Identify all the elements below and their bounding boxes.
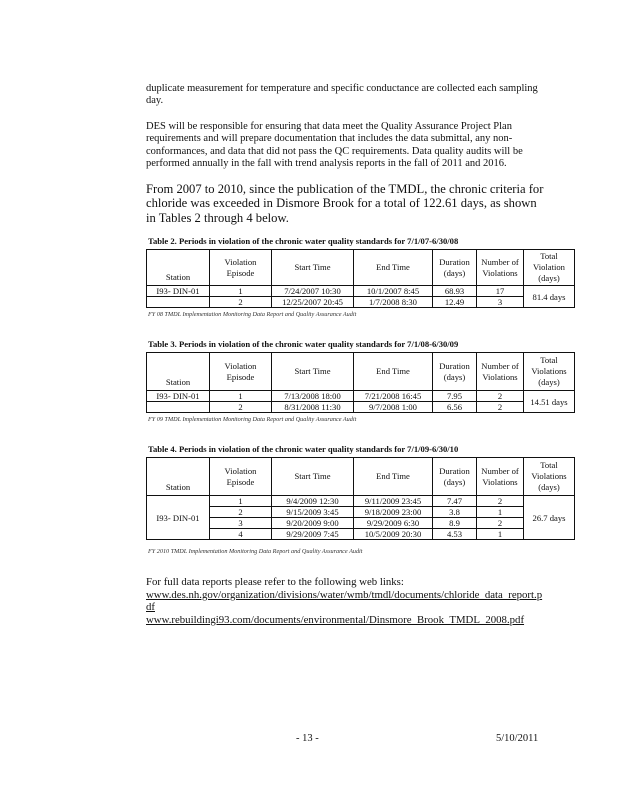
episode-cell: 4: [210, 529, 272, 540]
episode-cell: 1: [210, 286, 272, 297]
intro-paragraph-1: duplicate measurement for temperature and specific conductance are collected each sampling day.: [146, 83, 538, 107]
station-cell: I93- DIN-01: [147, 286, 210, 297]
header-count: Number of Violations: [477, 458, 524, 496]
end-cell: 9/29/2009 6:30: [354, 518, 433, 529]
start-cell: 7/24/2007 10:30: [272, 286, 354, 297]
table-row: [147, 496, 575, 507]
count-cell: 2: [477, 518, 524, 529]
table-row: [147, 529, 575, 540]
table-2: [146, 249, 575, 308]
header-station: Station: [147, 353, 210, 391]
start-cell: 7/13/2008 18:00: [272, 391, 354, 402]
table-2-caption: Table 2. Periods in violation of the chronic water quality standards for 7/1/07-6/30/08: [148, 236, 459, 246]
table-row: [147, 391, 575, 402]
start-cell: 8/31/2008 11:30: [272, 402, 354, 413]
header-duration: Duration (days): [433, 353, 477, 391]
header-station: Station: [147, 250, 210, 286]
station-cell: I93- DIN-01: [147, 496, 210, 540]
episode-cell: 3: [210, 518, 272, 529]
start-cell: 12/25/2007 20:45: [272, 297, 354, 308]
header-start: Start Time: [272, 458, 354, 496]
header-total: Total Violation (days): [524, 250, 575, 286]
end-cell: 1/7/2008 8:30: [354, 297, 433, 308]
table-3-source: FY 09 TMDL Implementation Monitoring Data Report and Quality Assurance Audit: [148, 416, 357, 423]
intro-paragraph-3: From 2007 to 2010, since the publication of the TMDL, the chronic criteria for chloride was exceeded in Dismore Brook for a total of 122.61 days, as shown in Tables 2 through 4 below.: [146, 182, 544, 225]
page-number: - 13 -: [296, 733, 319, 744]
start-cell: 9/20/2009 9:00: [272, 518, 354, 529]
total-cell: 26.7 days: [524, 496, 575, 540]
dinsmore-tmdl-link[interactable]: www.rebuildingi93.com/documents/environmental/Dinsmore_Brook_TMDL_2008.pdf: [146, 613, 525, 626]
episode-cell: 2: [210, 297, 272, 308]
table-row: [147, 518, 575, 529]
header-episode: Violation Episode: [210, 250, 272, 286]
end-cell: 9/11/2009 23:45: [354, 496, 433, 507]
header-total: Total Violations (days): [524, 353, 575, 391]
header-count: Number of Violations: [477, 250, 524, 286]
table-3: [146, 352, 575, 413]
count-cell: 2: [477, 391, 524, 402]
empty-station-cell: [147, 297, 210, 308]
end-cell: 9/18/2009 23:00: [354, 507, 433, 518]
duration-cell: 68.93: [433, 286, 477, 297]
header-start: Start Time: [272, 250, 354, 286]
start-cell: 9/4/2009 12:30: [272, 496, 354, 507]
header-station: Station: [147, 458, 210, 496]
empty-station-cell: [147, 402, 210, 413]
links-intro: For full data reports please refer to the following web links:: [146, 576, 404, 588]
table-row: [147, 286, 575, 297]
header-duration: Duration (days): [433, 250, 477, 286]
table-row: [147, 402, 575, 413]
total-cell: 81.4 days: [524, 286, 575, 308]
chloride-report-link[interactable]: www.des.nh.gov/organization/divisions/water/wmb/tmdl/documents/chloride_data_report.pdf: [146, 588, 543, 614]
header-total: Total Violations (days): [524, 458, 575, 496]
duration-cell: 3.8: [433, 507, 477, 518]
header-duration: Duration (days): [433, 458, 477, 496]
episode-cell: 2: [210, 402, 272, 413]
table-row: [147, 297, 575, 308]
header-end: End Time: [354, 353, 433, 391]
intro-paragraph-2: DES will be responsible for ensuring that data meet the Quality Assurance Project Plan requirements and will prepare documentation that includes the data submittal, any non-conformances, and data that did not pass the QC requirements. Data quality audits will be performed annually in the fall with trend analysis reports in the fall of 2011 and 2016.: [146, 121, 523, 170]
header-end: End Time: [354, 250, 433, 286]
start-cell: 9/29/2009 7:45: [272, 529, 354, 540]
episode-cell: 1: [210, 496, 272, 507]
footer-date: 5/10/2011: [496, 733, 539, 744]
total-cell: 14.51 days: [524, 391, 575, 413]
header-episode: Violation Episode: [210, 353, 272, 391]
count-cell: 2: [477, 496, 524, 507]
episode-cell: 2: [210, 507, 272, 518]
start-cell: 9/15/2009 3:45: [272, 507, 354, 518]
header-count: Number of Violations: [477, 353, 524, 391]
table-4-caption: Table 4. Periods in violation of the chronic water quality standards for 7/1/09-6/30/10: [148, 444, 459, 454]
duration-cell: 8.9: [433, 518, 477, 529]
count-cell: 1: [477, 529, 524, 540]
count-cell: 3: [477, 297, 524, 308]
header-episode: Violation Episode: [210, 458, 272, 496]
links-section: [146, 576, 546, 626]
duration-cell: 4.53: [433, 529, 477, 540]
table-2-source: FY 08 TMDL Implementation Monitoring Data Report and Quality Assurance Audit: [148, 311, 357, 318]
header-start: Start Time: [272, 353, 354, 391]
end-cell: 7/21/2008 16:45: [354, 391, 433, 402]
duration-cell: 7.47: [433, 496, 477, 507]
table-4: [146, 457, 575, 540]
duration-cell: 12.49: [433, 297, 477, 308]
header-end: End Time: [354, 458, 433, 496]
end-cell: 10/5/2009 20:30: [354, 529, 433, 540]
station-cell: I93- DIN-01: [147, 391, 210, 402]
table-3-caption: Table 3. Periods in violation of the chronic water quality standards for 7/1/08-6/30/09: [148, 339, 459, 349]
table-row: [147, 507, 575, 518]
episode-cell: 1: [210, 391, 272, 402]
duration-cell: 6.56: [433, 402, 477, 413]
duration-cell: 7.95: [433, 391, 477, 402]
end-cell: 9/7/2008 1:00: [354, 402, 433, 413]
end-cell: 10/1/2007 8:45: [354, 286, 433, 297]
count-cell: 17: [477, 286, 524, 297]
table-4-source: FY 2010 TMDL Implementation Monitoring Data Report and Quality Assurance Audit: [148, 548, 363, 555]
count-cell: 1: [477, 507, 524, 518]
count-cell: 2: [477, 402, 524, 413]
